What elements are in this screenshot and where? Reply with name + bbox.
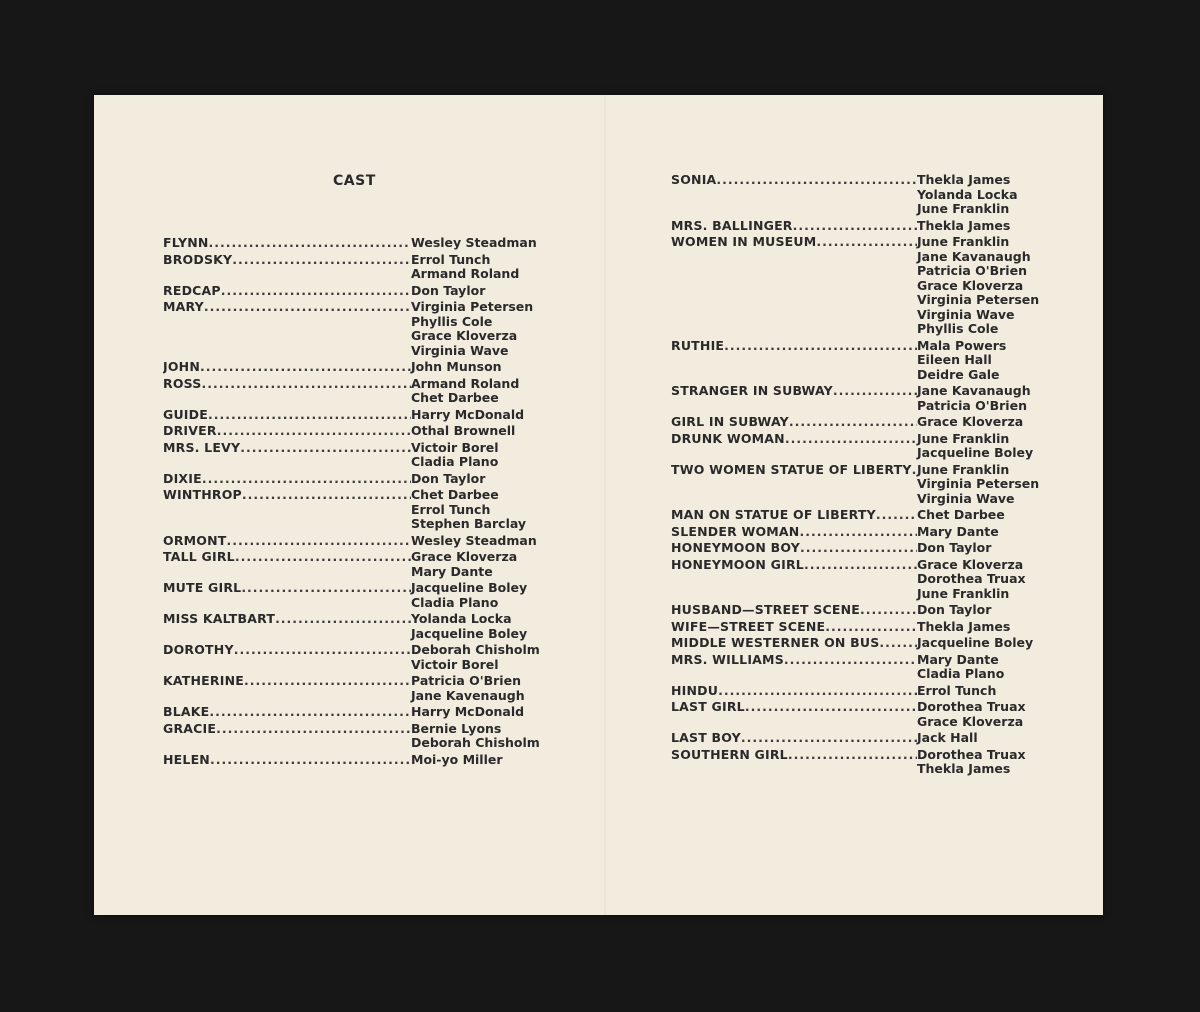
cast-entry [671, 235, 1041, 337]
actor-name: Jack Hall [917, 730, 978, 745]
cast-entry [671, 339, 1041, 383]
role-name: LAST GIRL [671, 700, 745, 714]
dot-leader [724, 339, 917, 354]
actor-list [917, 173, 1018, 217]
actor-name: June Franklin [917, 234, 1010, 249]
actor-name: June Franklin [917, 461, 1010, 477]
dot-leader [876, 508, 917, 523]
actor-name: Victoir Borel [411, 656, 499, 672]
role-cell [671, 235, 917, 250]
cast-entry [671, 558, 1041, 602]
dot-leader [718, 684, 917, 699]
actor-name: Moi-yo Miller [411, 751, 503, 767]
dot-leader [804, 558, 917, 573]
cast-list-left [163, 236, 543, 769]
actor-list [411, 488, 526, 532]
actor-name: Yolanda Locka [411, 611, 512, 626]
role-name: MISS KALTBART [163, 612, 276, 626]
actor-name: Thekla James [917, 618, 1011, 634]
role-name: MAN ON STATUE OF LIBERTY [671, 508, 876, 522]
cast-entry [671, 653, 1041, 682]
actor-name: Patricia O'Brien [411, 673, 521, 688]
role-cell [671, 558, 917, 573]
dot-leader [216, 722, 411, 737]
actor-name: Bernie Lyons [411, 720, 502, 736]
actor-name: Chet Darbee [411, 390, 499, 405]
cast-entry [671, 684, 1041, 699]
role-cell [163, 534, 411, 549]
actor-name: Eileen Hall [917, 352, 992, 367]
role-cell [163, 550, 411, 565]
dot-leader [208, 408, 411, 423]
actor-list [917, 603, 991, 618]
actor-name: Thekla James [917, 172, 1011, 187]
actor-name: Don Taylor [411, 470, 486, 486]
actor-name: Patricia O'Brien [917, 397, 1027, 413]
actor-name: Cladia Plano [411, 454, 499, 469]
role-cell [163, 424, 411, 439]
cast-entry [671, 219, 1041, 234]
actor-name: John Munson [411, 359, 502, 374]
dot-leader [833, 384, 917, 399]
cast-entry [163, 674, 543, 703]
actor-list [917, 508, 1005, 523]
role-cell [671, 731, 917, 746]
actor-list [917, 636, 1033, 651]
role-name: BLAKE [163, 705, 210, 719]
role-name: GIRL IN SUBWAY [671, 415, 789, 429]
actor-name: Virginia Petersen [411, 299, 534, 314]
actor-list [411, 753, 503, 768]
dot-leader [210, 753, 411, 768]
role-name: HUSBAND—STREET SCENE [671, 603, 860, 617]
role-cell [671, 415, 917, 430]
actor-name: Don Taylor [917, 602, 992, 617]
actor-name: Deidre Gale [917, 366, 1000, 382]
role-name: STRANGER IN SUBWAY [671, 384, 833, 398]
role-name: DRUNK WOMAN [671, 431, 785, 446]
role-cell [671, 636, 917, 651]
dot-leader [221, 284, 411, 299]
actor-list [411, 253, 519, 282]
actor-list [411, 300, 533, 358]
actor-name: Stephen Barclay [411, 516, 527, 531]
cast-entry [671, 636, 1041, 651]
actor-list [411, 472, 485, 487]
cast-entry [671, 173, 1041, 217]
actor-name: Grace Kloverza [917, 556, 1024, 572]
actor-name: Dorothea Truax [917, 699, 1026, 714]
role-name: KATHERINE [163, 674, 244, 688]
actor-list [917, 525, 999, 540]
cast-entry [671, 525, 1041, 540]
cast-entry [671, 541, 1041, 556]
role-cell [671, 219, 917, 234]
role-cell [671, 603, 917, 618]
dot-leader [716, 173, 917, 188]
role-name: MARY [163, 300, 204, 314]
dot-leader [788, 748, 917, 763]
actor-list [411, 534, 537, 549]
dot-leader [202, 377, 412, 392]
cast-entry [163, 705, 543, 720]
actor-name: Jacqueline Boley [411, 580, 528, 595]
role-name: ORMONT [163, 533, 227, 548]
cast-entry [671, 463, 1041, 507]
actor-name: Jacqueline Boley [411, 625, 528, 641]
actor-list [917, 541, 991, 556]
role-name: HONEYMOON GIRL [671, 557, 804, 572]
role-name: TWO WOMEN STATUE OF LIBERTY [671, 462, 912, 477]
dot-leader [240, 441, 411, 456]
actor-list [411, 424, 515, 439]
actor-name: June Franklin [917, 585, 1010, 601]
cast-list-right [671, 173, 1041, 779]
cast-entry [163, 472, 543, 487]
actor-name: Mary Dante [411, 563, 493, 579]
cast-entry [163, 424, 543, 439]
actor-name: Grace Kloverza [917, 414, 1024, 429]
actor-name: Grace Kloverza [411, 328, 518, 343]
actor-list [917, 463, 1039, 507]
actor-name: Jacqueline Boley [917, 635, 1034, 650]
dot-leader [860, 603, 917, 618]
actor-name: Grace Kloverza [917, 713, 1024, 729]
role-name: MUTE GIRL [163, 581, 242, 595]
role-cell [671, 525, 917, 540]
actor-list [917, 432, 1033, 461]
actor-list [411, 236, 537, 251]
actor-list [411, 550, 517, 579]
actor-name: Virginia Wave [917, 306, 1015, 322]
actor-name: Harry McDonald [411, 704, 525, 719]
role-name: HONEYMOON BOY [671, 541, 801, 555]
actor-name: Grace Kloverza [411, 549, 518, 564]
role-cell [671, 620, 917, 635]
role-cell [163, 360, 411, 375]
dot-leader [242, 488, 411, 503]
actor-list [917, 384, 1031, 413]
actor-list [917, 684, 996, 699]
role-name: FLYNN [163, 236, 209, 250]
actor-name: Othal Brownell [411, 423, 516, 438]
dot-leader [816, 235, 917, 250]
role-cell [163, 408, 411, 423]
dot-leader [799, 525, 917, 540]
role-cell [163, 236, 411, 251]
role-cell [163, 300, 411, 315]
actor-name: Victoir Borel [411, 439, 499, 455]
dot-leader [784, 653, 917, 668]
cast-entry [163, 753, 543, 768]
dot-leader [202, 472, 411, 487]
cast-entry [163, 534, 543, 549]
cast-entry [163, 408, 543, 423]
role-cell [671, 173, 917, 188]
cast-entry [163, 236, 543, 251]
cast-entry [163, 253, 543, 282]
role-cell [163, 253, 411, 268]
actor-name: Patricia O'Brien [917, 263, 1027, 278]
actor-name: June Franklin [917, 430, 1010, 446]
actor-name: Virginia Petersen [917, 292, 1040, 307]
role-name: RUTHIE [671, 338, 725, 353]
actor-name: Don Taylor [917, 540, 992, 555]
role-cell [671, 684, 917, 699]
actor-list [411, 612, 527, 641]
actor-name: Thekla James [917, 217, 1011, 233]
actor-name: Grace Kloverza [917, 277, 1024, 293]
role-name: WINTHROP [163, 488, 242, 502]
role-cell [671, 700, 917, 715]
role-name: LAST BOY [671, 731, 741, 745]
center-fold [604, 95, 606, 915]
cast-entry [671, 748, 1041, 777]
actor-name: Dorothea Truax [917, 746, 1026, 762]
actor-name: Dorothea Truax [917, 571, 1026, 586]
actor-list [917, 620, 1010, 635]
cast-entry [163, 284, 543, 299]
actor-name: Virginia Wave [411, 342, 509, 358]
role-cell [163, 284, 411, 299]
role-name: TALL GIRL [163, 550, 235, 564]
cast-entry [163, 722, 543, 751]
role-name: DOROTHY [163, 643, 234, 657]
actor-name: Don Taylor [411, 282, 486, 298]
actor-name: Errol Tunch [917, 682, 997, 698]
role-cell [671, 748, 917, 763]
cast-entry [671, 508, 1041, 523]
dot-leader [789, 415, 917, 430]
actor-list [917, 748, 1026, 777]
role-cell [163, 643, 411, 658]
actor-name: Yolanda Locka [917, 186, 1018, 202]
role-cell [163, 488, 411, 503]
cast-entry [671, 700, 1041, 729]
actor-name: Wesley Steadman [411, 235, 537, 250]
cast-entry [163, 300, 543, 358]
cast-entry [671, 384, 1041, 413]
actor-list [917, 415, 1023, 430]
role-cell [671, 653, 917, 668]
actor-name: Mary Dante [917, 523, 999, 539]
dot-leader [244, 674, 411, 689]
actor-list [411, 722, 540, 751]
actor-name: Mala Powers [917, 337, 1007, 353]
role-name: SLENDER WOMAN [671, 524, 800, 539]
actor-name: Thekla James [917, 761, 1011, 776]
actor-name: Deborah Chisholm [411, 642, 540, 657]
role-name: REDCAP [163, 283, 221, 298]
dot-leader [204, 300, 411, 315]
cast-entry [163, 550, 543, 579]
role-name: JOHN [163, 360, 200, 374]
actor-name: Harry McDonald [411, 406, 525, 422]
actor-list [917, 339, 1006, 383]
actor-name: Jacqueline Boley [917, 445, 1034, 460]
role-name: HELEN [163, 752, 210, 767]
role-name: MRS. LEVY [163, 440, 241, 455]
actor-name: Mary Dante [917, 651, 999, 667]
cast-entry [671, 620, 1041, 635]
actor-name: Phyllis Cole [411, 313, 493, 329]
actor-list [917, 731, 978, 746]
dot-leader [741, 731, 917, 746]
role-cell [671, 541, 917, 556]
dot-leader [227, 534, 411, 549]
actor-list [411, 441, 499, 470]
actor-name: Phyllis Cole [917, 321, 999, 336]
role-name: ROSS [163, 376, 202, 391]
role-name: BRODSKY [163, 252, 233, 267]
dot-leader [275, 612, 411, 627]
cast-entry [671, 603, 1041, 618]
dot-leader [800, 541, 917, 556]
actor-name: Chet Darbee [411, 487, 499, 502]
dot-leader [200, 360, 411, 375]
actor-list [411, 581, 527, 610]
role-name: MRS. BALLINGER [671, 218, 793, 233]
actor-list [917, 653, 1004, 682]
cast-entry [671, 415, 1041, 430]
actor-name: Armand Roland [411, 266, 520, 281]
actor-name: June Franklin [917, 201, 1010, 216]
role-cell [671, 339, 917, 354]
role-cell [163, 674, 411, 689]
role-name: DRIVER [163, 424, 217, 438]
dot-leader [879, 636, 917, 651]
actor-name: Armand Roland [411, 375, 520, 391]
role-cell [163, 722, 411, 737]
actor-list [411, 643, 540, 672]
actor-list [411, 705, 524, 720]
actor-list [917, 235, 1039, 337]
cast-entry [671, 731, 1041, 746]
role-cell [163, 612, 411, 627]
role-name: WOMEN IN MUSEUM [671, 235, 817, 249]
dot-leader [241, 581, 411, 596]
role-cell [163, 581, 411, 596]
role-cell [163, 472, 411, 487]
role-name: SONIA [671, 173, 717, 187]
role-name: GRACIE [163, 721, 217, 736]
role-cell [163, 441, 411, 456]
cast-entry [163, 643, 543, 672]
role-name: SOUTHERN GIRL [671, 747, 788, 762]
dot-leader [234, 643, 411, 658]
actor-name: Chet Darbee [917, 507, 1005, 522]
cast-entry [163, 581, 543, 610]
actor-name: Wesley Steadman [411, 532, 537, 548]
actor-list [411, 377, 519, 406]
actor-name: Jane Kavanaugh [917, 248, 1031, 264]
actor-list [411, 284, 485, 299]
role-cell [163, 753, 411, 768]
dot-leader [235, 550, 411, 565]
actor-name: Deborah Chisholm [411, 735, 540, 750]
role-name: HINDU [671, 683, 719, 698]
actor-name: Jane Kavanaugh [917, 383, 1031, 398]
role-cell [671, 463, 917, 478]
role-cell [671, 432, 917, 447]
actor-list [917, 700, 1026, 729]
actor-name: Virginia Wave [917, 490, 1015, 506]
role-cell [671, 508, 917, 523]
actor-name: Errol Tunch [411, 251, 491, 267]
actor-name: Cladia Plano [917, 666, 1005, 681]
cast-entry [163, 377, 543, 406]
cast-entry [163, 360, 543, 375]
actor-list [411, 360, 502, 375]
role-name: GUIDE [163, 407, 208, 422]
actor-name: Errol Tunch [411, 501, 491, 517]
cast-entry [163, 441, 543, 470]
dot-leader [232, 253, 411, 268]
role-name: MRS. WILLIAMS [671, 652, 784, 667]
role-cell [671, 384, 917, 399]
cast-heading: CAST [333, 173, 376, 189]
role-cell [163, 377, 411, 392]
role-name: DIXIE [163, 471, 202, 486]
actor-list [917, 219, 1010, 234]
cast-entry [671, 432, 1041, 461]
dot-leader [825, 620, 917, 635]
dot-leader [745, 700, 917, 715]
dot-leader [209, 705, 411, 720]
dot-leader [793, 219, 917, 234]
dot-leader [217, 424, 411, 439]
dot-leader [209, 236, 411, 251]
role-name: WIFE—STREET SCENE [671, 619, 826, 634]
cast-entry [163, 612, 543, 641]
cast-entry [163, 488, 543, 532]
actor-name: Virginia Petersen [917, 476, 1040, 491]
actor-name: Cladia Plano [411, 594, 499, 610]
actor-name: Jane Kavenaugh [411, 687, 525, 703]
role-cell [163, 705, 411, 720]
dot-leader [785, 432, 917, 447]
role-name: MIDDLE WESTERNER ON BUS [671, 636, 880, 650]
actor-list [411, 674, 525, 703]
actor-list [411, 408, 524, 423]
actor-list [917, 558, 1026, 602]
